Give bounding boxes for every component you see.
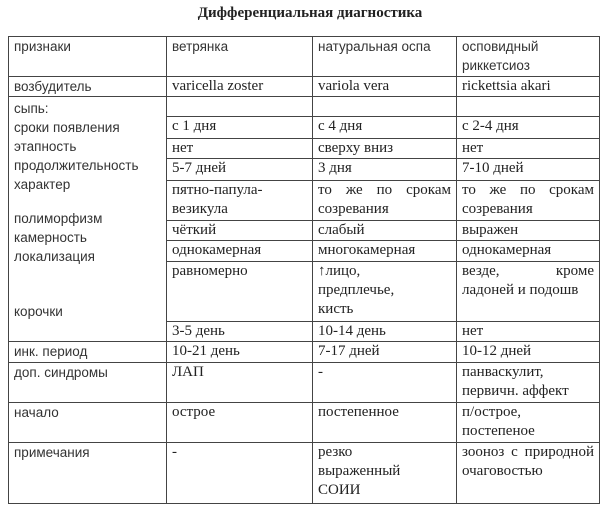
table-row <box>9 443 600 504</box>
header-cell: ветрянка <box>167 37 313 77</box>
row-label: сроки появления <box>14 120 120 135</box>
cell: ЛАП <box>167 363 313 403</box>
cell: однокамерная <box>457 241 600 262</box>
cell: чёткий <box>167 221 313 241</box>
cell: выражен <box>457 221 600 241</box>
table-row <box>9 403 600 443</box>
cell <box>167 97 313 117</box>
cell: 3-5 день <box>167 322 313 342</box>
cell: пятно-папула-везикула <box>167 181 313 221</box>
cell: 7-10 дней <box>457 159 600 181</box>
cell: нет <box>457 139 600 159</box>
table-row <box>9 342 600 363</box>
rash-labels <box>9 97 167 342</box>
diagnosis-table <box>8 36 600 504</box>
cell: - <box>167 443 313 504</box>
row-label: возбудитель <box>9 77 167 97</box>
cell: 5-7 дней <box>167 159 313 181</box>
cell <box>457 97 600 117</box>
row-label: примечания <box>9 443 167 504</box>
cell: rickettsia akari <box>457 77 600 97</box>
cell: нет <box>167 139 313 159</box>
table-row <box>9 97 600 117</box>
document-title: Дифференциальная диагностика <box>197 5 423 21</box>
table-header-row <box>9 37 600 77</box>
cell: variola vera <box>313 77 457 97</box>
cell: 3 дня <box>313 159 457 181</box>
row-label: корочки <box>14 304 63 319</box>
cell: с 4 дня <box>313 117 457 139</box>
row-label: полиморфизм <box>14 211 103 226</box>
cell: нет <box>457 322 600 342</box>
row-label: локализация <box>14 249 95 264</box>
table-row <box>9 363 600 403</box>
cell: слабый <box>313 221 457 241</box>
cell: сверху вниз <box>313 139 457 159</box>
cell: многокамерная <box>313 241 457 262</box>
row-label: начало <box>9 403 167 443</box>
cell: постепенное <box>313 403 457 443</box>
row-label: доп. синдромы <box>9 363 167 403</box>
cell: ↑лицо, предплечье, кисть <box>313 262 457 322</box>
row-label: характер <box>14 177 71 192</box>
cell <box>313 97 457 117</box>
cell: равномерно <box>167 262 313 322</box>
cell: 10-21 день <box>167 342 313 363</box>
cell: varicella zoster <box>167 77 313 97</box>
cell: 10-14 день <box>313 322 457 342</box>
row-label: сыпь: <box>14 101 49 116</box>
cell: острое <box>167 403 313 443</box>
cell: 7-17 дней <box>313 342 457 363</box>
cell: однокамерная <box>167 241 313 262</box>
row-label: камерность <box>14 230 87 245</box>
header-cell: осповидный риккетсиоз <box>457 37 600 77</box>
header-cell: признаки <box>9 37 167 77</box>
row-label: инк. период <box>9 342 167 363</box>
cell: - <box>313 363 457 403</box>
cell: то же по срокам созревания <box>457 181 600 221</box>
cell: панваскулит, первичн. аффект <box>457 363 600 403</box>
cell: то же по срокам созревания <box>313 181 457 221</box>
table-row <box>9 77 600 97</box>
row-label: этапность <box>14 139 77 154</box>
cell: с 2-4 дня <box>457 117 600 139</box>
cell: везде, кроме ладоней и подошв <box>457 262 600 322</box>
cell: с 1 дня <box>167 117 313 139</box>
cell: 10-12 дней <box>457 342 600 363</box>
header-cell: натуральная оспа <box>313 37 457 77</box>
cell: резко выраженный СОИИ <box>313 443 457 504</box>
cell: зооноз с природной очаговостью <box>457 443 600 504</box>
cell: п/острое, постепеное <box>457 403 600 443</box>
row-label: продолжительность <box>14 158 139 173</box>
